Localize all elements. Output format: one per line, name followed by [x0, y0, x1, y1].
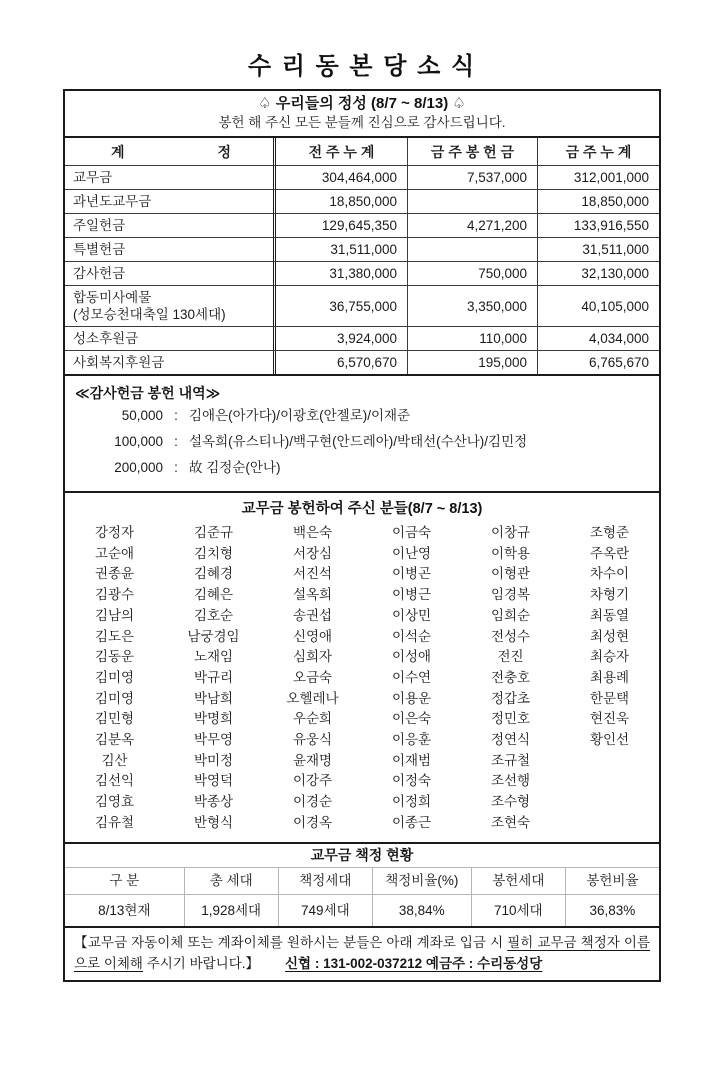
donor-name: 이창규 [490, 525, 531, 540]
donor-name: 박남희 [193, 690, 234, 706]
column-header-account-right: 정 [217, 143, 231, 160]
assessment-section [65, 842, 659, 926]
thanks-donor-names: 설옥희(유스티나)/백구현(안드레아)/박태선(수산나)/김민정 [189, 434, 528, 449]
account-new-total: 31,511,000 [537, 238, 659, 261]
thanks-amount: 100,000 [114, 434, 163, 449]
donor-name: 오헬레나 [286, 690, 339, 706]
donors-row [65, 606, 659, 627]
thanks-detail-line [75, 429, 649, 455]
bulletin-document [63, 89, 661, 982]
donors-row [65, 523, 659, 544]
donors-row [65, 813, 659, 834]
donor-name: 박명희 [193, 711, 234, 727]
donor-name: 김분옥 [94, 732, 135, 748]
donors-row [65, 647, 659, 668]
donor-name [560, 771, 659, 792]
donors-grid [65, 523, 659, 834]
donor-name: 전진 [497, 649, 524, 665]
donor-name: 김남의 [94, 607, 135, 623]
account-new-total: 312,001,000 [537, 166, 659, 189]
column-header-new-total: 금 주 누 계 [537, 138, 659, 165]
footer-note-text-2: 주시기 바랍니다.】 [142, 955, 260, 971]
thanks-separator: : [174, 434, 178, 449]
donor-name: 심희자 [292, 649, 333, 665]
donor-name: 오금숙 [292, 669, 333, 685]
donor-name: 이병곤 [391, 566, 432, 582]
donor-name: 정갑초 [490, 690, 531, 706]
account-row [65, 165, 659, 189]
donors-row [65, 792, 659, 813]
donor-name: 설옥희 [292, 587, 333, 603]
thanks-amount: 200,000 [114, 460, 163, 475]
donor-name: 서장심 [292, 545, 333, 561]
thanks-donor-names: 김애은(아가다)/이광호(안젤로)/이재준 [189, 408, 411, 423]
donor-name: 이강주 [292, 773, 333, 789]
donor-name: 박규리 [193, 669, 234, 685]
donor-name: 김치형 [193, 545, 234, 561]
donors-row [65, 709, 659, 730]
account-new-total: 4,034,000 [537, 327, 659, 350]
donor-name: 임경복 [490, 587, 531, 603]
donor-name: 이금숙 [391, 525, 432, 540]
donor-name: 전충호 [490, 669, 531, 685]
donor-name: 조규철 [490, 752, 531, 768]
assessment-value-cell: 710세대 [471, 895, 565, 926]
assessment-value-cell: 38,84% [372, 895, 471, 926]
assessment-value-cell: 8/13현재 [98, 902, 151, 918]
donor-name: 우순희 [292, 711, 333, 727]
account-week-offering [407, 190, 537, 213]
donor-name: 이용운 [391, 690, 432, 706]
account-new-total: 32,130,000 [537, 262, 659, 285]
donor-name: 이종근 [391, 814, 432, 830]
account-name-cell [65, 214, 273, 237]
assessment-value-cell: 749세대 [278, 895, 372, 926]
account-row [65, 237, 659, 261]
donor-name: 김민형 [94, 711, 135, 727]
thanks-detail-line [75, 455, 649, 481]
donors-row [65, 627, 659, 648]
assessment-value-row [65, 894, 659, 926]
account-week-offering: 3,350,000 [407, 286, 537, 326]
account-name: 사회복지후원금 [73, 355, 165, 370]
account-name: 성소후원금 [73, 331, 139, 346]
account-new-total: 40,105,000 [537, 286, 659, 326]
donor-name [560, 792, 659, 813]
donor-name: 조현숙 [490, 814, 531, 830]
donor-name: 최성현 [589, 628, 630, 644]
donor-name: 이재범 [391, 752, 432, 768]
account-name-cell [65, 351, 273, 374]
account-new-total: 133,916,550 [537, 214, 659, 237]
account-week-offering: 4,271,200 [407, 214, 537, 237]
donor-name: 백은숙 [292, 525, 333, 540]
donor-name: 김혜은 [193, 587, 234, 603]
donor-name: 이학용 [490, 545, 531, 561]
account-row [65, 326, 659, 350]
thanks-separator: : [174, 408, 178, 423]
account-week-offering: 110,000 [407, 327, 537, 350]
account-row [65, 350, 659, 374]
donor-name: 노재임 [193, 649, 234, 665]
donors-row [65, 544, 659, 565]
donor-name: 김선익 [94, 773, 135, 789]
account-prev-total: 18,850,000 [273, 190, 407, 213]
donor-name: 최승자 [589, 649, 630, 665]
donor-name: 이성애 [391, 649, 432, 665]
donors-heading: 교무금 봉헌하여 주신 분들(8/7 ~ 8/13) [241, 501, 483, 517]
donors-row [65, 564, 659, 585]
donor-name: 조선행 [490, 773, 531, 789]
account-prev-total: 36,755,000 [273, 286, 407, 326]
account-name-cell [65, 166, 273, 189]
assessment-header-cell: 책정세대 [278, 868, 372, 894]
donor-name: 김도은 [94, 628, 135, 644]
donor-name: 이병근 [391, 587, 432, 603]
donor-name: 고순애 [94, 545, 135, 561]
donor-name: 전성수 [490, 628, 531, 644]
account-name: 주일헌금 [73, 218, 126, 233]
donors-row [65, 689, 659, 710]
donor-name [560, 751, 659, 772]
donor-name: 이형관 [490, 566, 531, 582]
account-name: 특별헌금 [73, 242, 126, 257]
donors-row [65, 730, 659, 751]
account-name: 과년도교무금 [73, 194, 152, 209]
donors-row [65, 585, 659, 606]
account-prev-total: 6,570,670 [273, 351, 407, 374]
donor-name: 김미영 [94, 690, 135, 706]
account-new-total: 6,765,670 [537, 351, 659, 374]
accounts-table [65, 136, 659, 374]
account-prev-total: 31,511,000 [273, 238, 407, 261]
account-name-cell [65, 262, 273, 285]
assessment-header-cell: 총 세대 [184, 868, 278, 894]
donor-name: 남궁경임 [187, 628, 240, 644]
account-week-offering [407, 238, 537, 261]
column-header-account [65, 138, 273, 165]
account-name-cell [65, 238, 273, 261]
column-header-account-left: 계 [111, 143, 125, 160]
donor-name: 김유철 [94, 814, 135, 830]
account-week-offering: 195,000 [407, 351, 537, 374]
donor-name: 김광수 [94, 587, 135, 603]
donor-name: 이은숙 [391, 711, 432, 727]
page-title: 수 리 동 본 당 소 식 [247, 53, 477, 80]
donor-name: 이경순 [292, 794, 333, 810]
donors-row [65, 771, 659, 792]
donor-name: 김미영 [94, 669, 135, 685]
donor-name: 송권섭 [292, 607, 333, 623]
account-prev-total: 31,380,000 [273, 262, 407, 285]
donor-name: 이정희 [391, 794, 432, 810]
donors-row [65, 751, 659, 772]
donor-name: 김동운 [94, 649, 135, 665]
donor-name: 차수이 [589, 566, 630, 582]
account-row [65, 213, 659, 237]
donor-name: 이정숙 [391, 773, 432, 789]
account-name: 교무금 [73, 170, 113, 185]
donor-name: 신영애 [292, 628, 333, 644]
donor-name: 이수연 [391, 669, 432, 685]
thanks-detail-section [65, 374, 659, 491]
donor-name: 박종상 [193, 794, 234, 810]
donor-name: 조수형 [490, 794, 531, 810]
footer-note-text: 【교무금 자동이체 또는 계좌이체를 원하시는 분들은 아래 계좌로 입금 시 [74, 934, 508, 950]
donor-name: 박미정 [193, 752, 234, 768]
donor-name: 이응훈 [391, 732, 432, 748]
offering-heading: ♤ 우리들의 정성 (8/7 ~ 8/13) ♤ [258, 95, 466, 112]
thanks-detail-heading: ≪감사헌금 봉헌 내역≫ [75, 385, 221, 401]
assessment-value-cell: 36,83% [565, 895, 659, 926]
assessment-header-cell: 봉헌비율 [565, 868, 659, 894]
donor-name: 권종윤 [94, 566, 135, 582]
account-row [65, 189, 659, 213]
account-row [65, 261, 659, 285]
donor-name: 이석순 [391, 628, 432, 644]
thanks-amount: 50,000 [121, 408, 163, 423]
donor-name: 강정자 [94, 525, 135, 540]
donor-name: 김혜경 [193, 566, 234, 582]
donor-name: 유웅식 [292, 732, 333, 748]
donor-name: 한문택 [589, 690, 630, 706]
donor-name: 정연식 [490, 732, 531, 748]
donor-name [560, 813, 659, 834]
donor-name: 현진욱 [589, 711, 630, 727]
account-week-offering: 7,537,000 [407, 166, 537, 189]
account-name-note: (성모승천대축일 130세대) [73, 307, 226, 322]
accounts-header-row [65, 138, 659, 165]
account-name-cell [65, 327, 273, 350]
donor-name: 반형식 [193, 814, 234, 830]
assessment-header-cell: 구 분 [109, 872, 140, 888]
thanks-detail-lines [75, 403, 649, 481]
offering-subheading: 봉헌 해 주신 모든 분들께 진심으로 감사드립니다. [218, 115, 506, 130]
assessment-header-cell: 봉헌세대 [471, 868, 565, 894]
donor-name: 박영덕 [193, 773, 234, 789]
thanks-detail-line [75, 403, 649, 429]
accounts-rows [65, 165, 659, 374]
donor-name: 윤재명 [292, 752, 333, 768]
thanks-separator: : [174, 460, 178, 475]
account-week-offering: 750,000 [407, 262, 537, 285]
account-prev-total: 129,645,350 [273, 214, 407, 237]
footer-note-underlined: 필히 교무금 책정자 이름으로 이체해 [74, 934, 650, 971]
donor-name: 이경옥 [292, 814, 333, 830]
donor-name: 조형준 [589, 525, 630, 540]
donor-name: 박무영 [193, 732, 234, 748]
donor-name: 주옥란 [589, 545, 630, 561]
donor-name: 서진석 [292, 566, 333, 582]
donor-name: 최용례 [589, 669, 630, 685]
column-header-week-offering: 금 주 봉 헌 금 [407, 138, 537, 165]
donor-name: 김호순 [193, 607, 234, 623]
donor-name: 김준규 [193, 525, 234, 540]
account-name: 감사헌금 [73, 266, 126, 281]
thanks-donor-names: 故 김정순(안나) [189, 460, 281, 475]
offering-header-section [65, 91, 659, 136]
donor-name: 김산 [101, 752, 128, 768]
donor-name: 김영효 [94, 794, 135, 810]
assessment-value-cell: 1,928세대 [184, 895, 278, 926]
donor-name: 차형기 [589, 587, 630, 603]
account-name-cell [65, 286, 273, 326]
account-prev-total: 3,924,000 [273, 327, 407, 350]
donor-name: 황인선 [589, 732, 630, 748]
column-header-prev-total: 전 주 누 계 [273, 138, 407, 165]
assessment-heading: 교무금 책정 현황 [310, 846, 414, 863]
account-prev-total: 304,464,000 [273, 166, 407, 189]
donor-name: 최동열 [589, 607, 630, 623]
assessment-header-cell: 책정비율(%) [372, 868, 471, 894]
footer-account-info: 신협 : 131-002-037212 예금주 : 수리동성당 [285, 955, 543, 971]
assessment-header-row [65, 867, 659, 894]
account-name-cell [65, 190, 273, 213]
donor-name: 이난영 [391, 545, 432, 561]
footer-note-section [65, 926, 659, 980]
donor-name: 정민호 [490, 711, 531, 727]
account-name: 합동미사예물 [73, 290, 152, 305]
account-row [65, 285, 659, 326]
donors-row [65, 668, 659, 689]
account-new-total: 18,850,000 [537, 190, 659, 213]
donors-section [65, 491, 659, 842]
donor-name: 임희순 [490, 607, 531, 623]
donor-name: 이상민 [391, 607, 432, 623]
